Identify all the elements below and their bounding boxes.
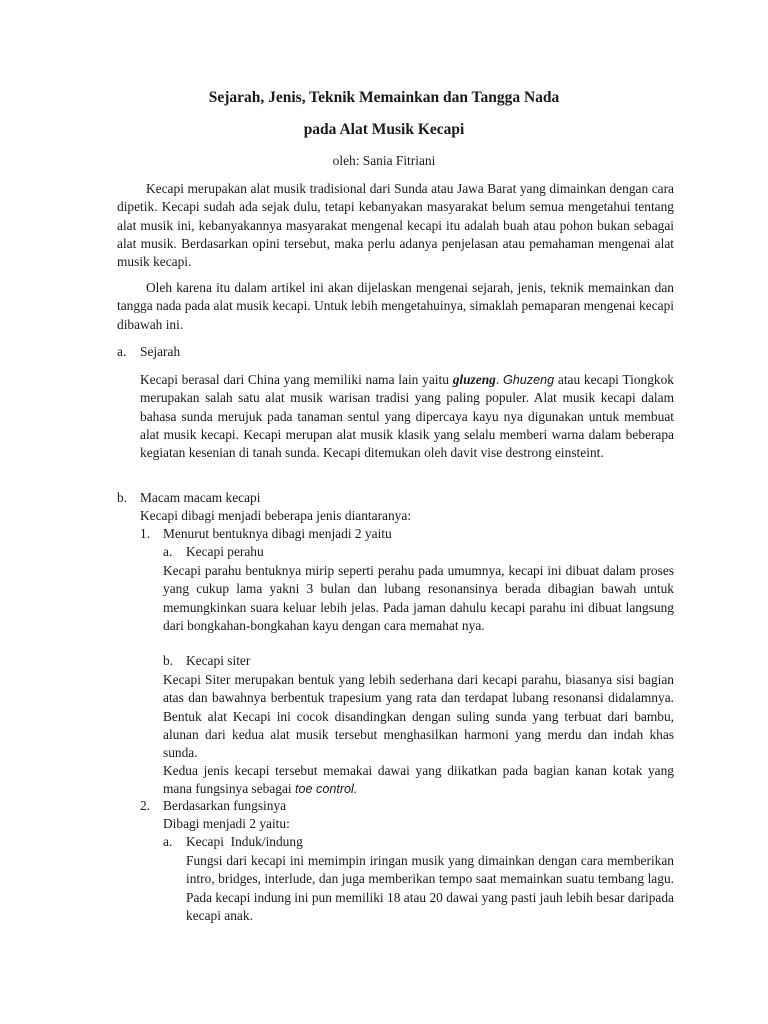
term-separator: . [495,372,500,387]
item-1-sub-b-text: Kecapi Siter merupakan bentuk yang lebih sederhana dari kecapi parahu, biasanya sisi bagian atas dan bawahnya berbentuk trapesium yang rata dan terdapat lubang resonansi didalamnya. Bentuk alat Kecapi ini cocok disandingkan dengan suling sunda yang terbuat dari bambu, alunan dari kedua alat musik tersebut menghasilkan harmoni yang merdu dan indah khas sunda. [163,672,674,761]
item-1-marker: 1. [140,526,151,541]
item-2-heading: Berdasarkan fungsinya [163,798,287,813]
section-a-text-before: Kecapi berasal dari China yang memiliki nama lain yaitu [140,372,449,387]
section-a-heading: Sejarah [140,344,181,359]
title-line-2: pada Alat Musik Kecapi [303,121,465,138]
item-1-closing-text: Kedua jenis kecapi tersebut memakai dawai yang diikatkan pada bagian kanan kotak yang mana fungsinya sebagai [163,763,674,797]
item-2-sub-a-text: Fungsi dari kecapi ini memimpin iringan musik yang dimainkan dengan cara memberikan intro, bridges, interlude, dan juga memberikan tempo saat memainkan suatu tembang lagu. Pada kecapi indung ini pun memiliki 18 atau 20 dawai yang pasti jauh lebih besar daripada kecapi anak. [186,853,674,923]
item-1-sub-a-marker: a. [163,544,173,559]
section-b-marker: b. [117,490,128,505]
section-a-marker: a. [117,344,127,359]
author-line: oleh: Sania Fitriani [332,153,436,168]
section-a-paragraph [140,371,674,462]
item-2-intro: Dibagi menjadi 2 yaitu: [163,816,290,831]
item-2-sub-a-heading: Kecapi Induk/indung [186,834,303,849]
item-1-sub-a-heading: Kecapi perahu [186,544,264,559]
intro-paragraph-2: Oleh karena itu dalam artikel ini akan dijelaskan mengenai sejarah, jenis, teknik memainkan dan tangga nada pada alat musik kecapi. Untuk lebih mengetahuinya, simaklah pemaparan mengenai kecapi dibawah ini. [117,280,674,332]
term-ghuzeng: Ghuzeng [502,373,555,387]
section-b-intro: Kecapi dibagi menjadi beberapa jenis diantaranya: [140,508,412,523]
item-1-sub-b-heading: Kecapi siter [186,653,251,668]
section-a-text-after: atau kecapi Tiongkok merupakan salah satu alat musik warisan tradisi yang paling populer. Alat musik kecapi dalam bahasa sunda merujuk pada tanaman sentul yang dipercaya kayu nya digunakan untuk membuat alat musik kecapi. Kecapi merupan alat musik klasik yang selalu memberi warna dalam beberapa kegiatan kesenian di tanah sunda. Kecapi ditemukan oleh davit vise destrong einsteint. [140,372,674,461]
section-b-heading: Macam macam kecapi [140,490,261,505]
item-2-sub-a-marker: a. [163,834,173,849]
item-1-closing-paragraph [163,762,674,799]
item-2-marker: 2. [140,798,151,813]
item-1-sub-a-text: Kecapi parahu bentuknya mirip seperti perahu pada umumnya, kecapi ini dibuat dalam proses yang cukup lama yakni 3 bulan dan lubang resonansinya berada dibagian bawah untuk memungkinkan suara keluar lebih jelas. Pada jaman dahulu kecapi parahu ini dibuat langsung dari bongkahan-bongkahan kayu dengan cara memahat nya. [163,563,674,633]
title-line-1: Sejarah, Jenis, Teknik Memainkan dan Tangga Nada [208,89,560,106]
item-1-sub-b-marker: b. [163,653,174,668]
intro-paragraph-1: Kecapi merupakan alat musik tradisional dari Sunda atau Jawa Barat yang dimainkan dengan cara dipetik. Kecapi sudah ada sejak dulu, tetapi kebanyakan masyarakat belum semua mengetahui tentang alat musik ini, kebanyakannya masyarakat mengenal kecapi itu adalah buah atau pohon bukan sebagai alat musik. Berdasarkan opini tersebut, maka perlu adanya penjelasan atau pemahaman mengenai alat musik kecapi. [117,181,674,270]
term-gluzeng: gluzeng [452,372,496,387]
item-1-heading: Menurut bentuknya dibagi menjadi 2 yaitu [163,526,392,541]
term-toe-control: toe control. [295,782,358,797]
